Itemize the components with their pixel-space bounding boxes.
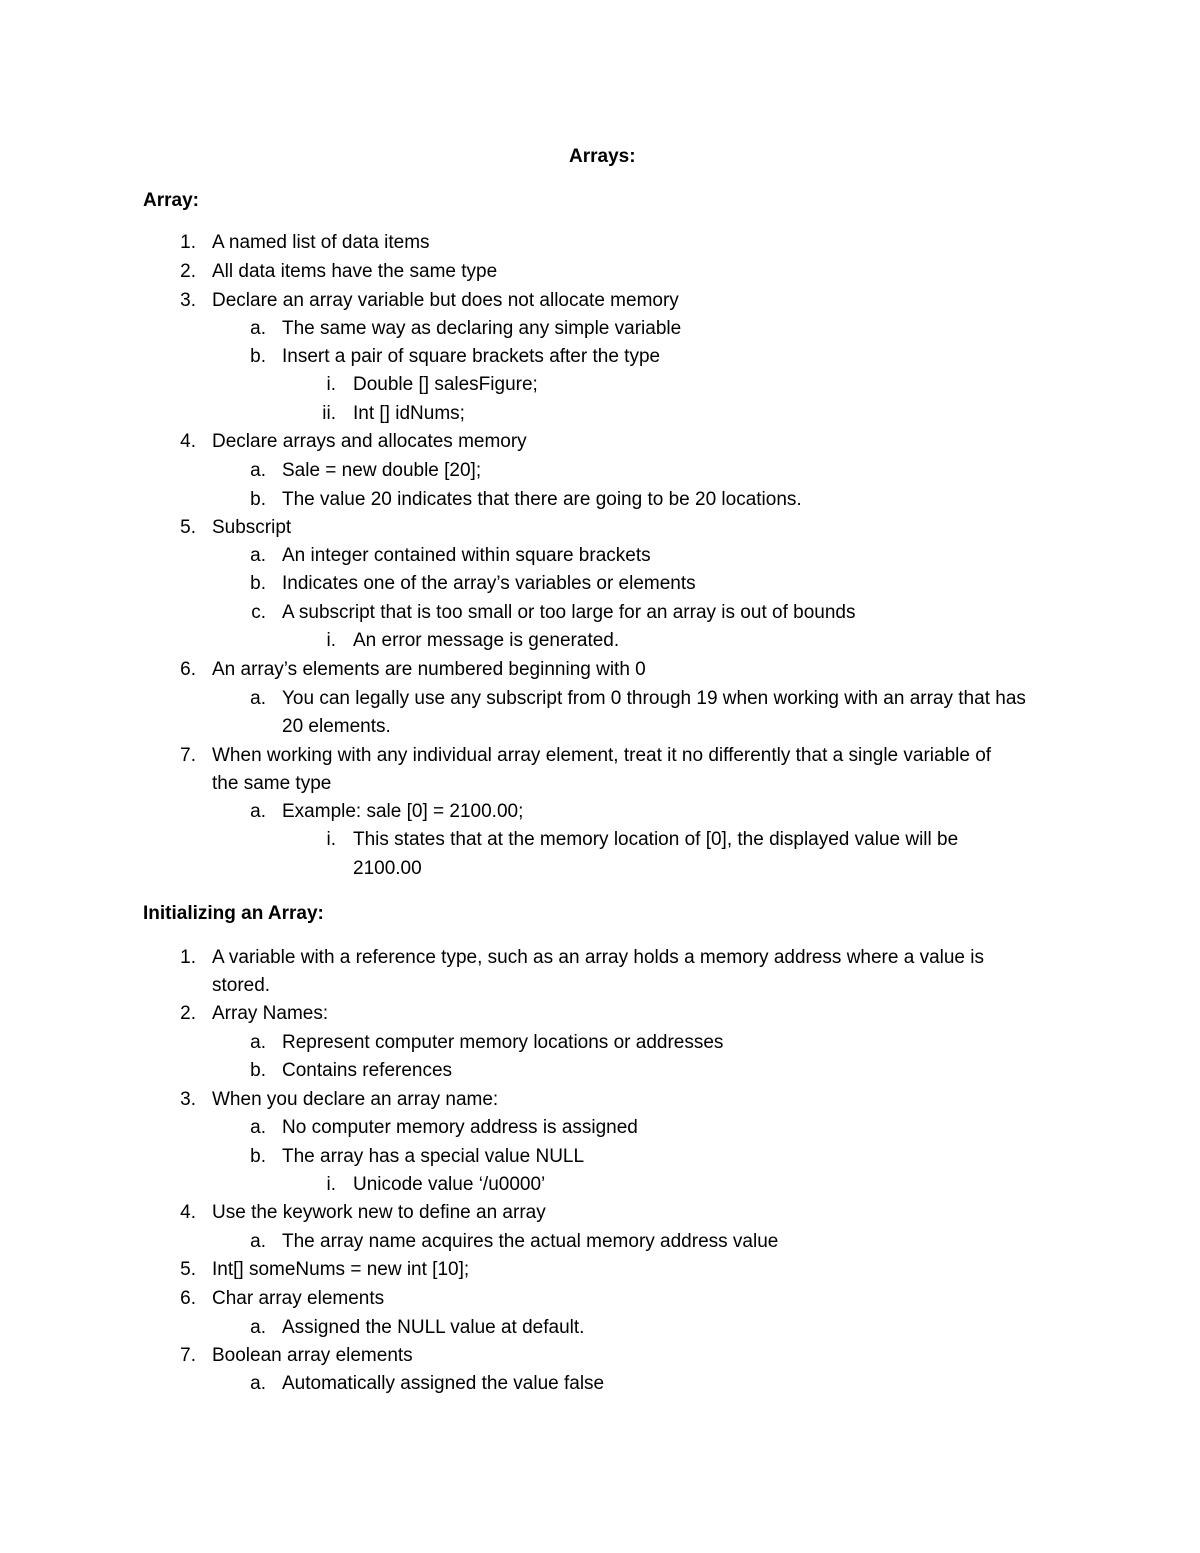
list-item: An error message is generated. [353, 630, 620, 651]
list-marker: a. [250, 1032, 266, 1053]
list-item-continuation: the same type [212, 773, 332, 794]
list-item: When you declare an array name: [212, 1089, 499, 1110]
list-marker: i. [326, 829, 336, 850]
list-item: When working with any individual array element, treat it no differently that a single variable of [212, 745, 992, 766]
list-marker: a. [250, 318, 266, 339]
list-marker: c. [251, 602, 266, 623]
list-marker: a. [250, 1117, 266, 1138]
list-item: Contains references [282, 1060, 453, 1081]
list-item-continuation: 20 elements. [282, 716, 391, 737]
page-title: Arrays: [569, 146, 636, 167]
list-item: Array Names: [212, 1003, 329, 1024]
list-marker: 5. [180, 517, 196, 538]
list-item: Int [] idNums; [353, 403, 465, 424]
list-item: Use the keywork new to define an array [212, 1202, 546, 1223]
section-heading-initializing: Initializing an Array: [143, 903, 324, 924]
list-item: You can legally use any subscript from 0 through 19 when working with an array that has [282, 688, 1026, 709]
list-marker: 2. [180, 261, 196, 282]
list-marker: a. [250, 688, 266, 709]
list-item: Boolean array elements [212, 1345, 413, 1366]
list-marker: ii. [322, 403, 336, 424]
list-item: An array’s elements are numbered beginning with 0 [212, 659, 646, 680]
list-item: No computer memory address is assigned [282, 1117, 638, 1138]
list-marker: 7. [180, 1345, 196, 1366]
list-marker: 6. [180, 659, 196, 680]
list-item-continuation: stored. [212, 975, 271, 996]
list-item: A subscript that is too small or too large for an array is out of bounds [282, 602, 856, 623]
list-item: Assigned the NULL value at default. [282, 1317, 585, 1338]
list-marker: b. [250, 1146, 266, 1167]
list-marker: b. [250, 489, 266, 510]
list-item: This states that at the memory location of [0], the displayed value will be [353, 829, 959, 850]
list-item: Double [] salesFigure; [353, 374, 538, 395]
list-marker: 3. [180, 1089, 196, 1110]
list-item: Declare arrays and allocates memory [212, 431, 527, 452]
list-item: The same way as declaring any simple variable [282, 318, 682, 339]
list-item: Subscript [212, 517, 292, 538]
list-item: Unicode value ‘/u0000’ [353, 1174, 546, 1195]
list-marker: b. [250, 1060, 266, 1081]
list-marker: a. [250, 1231, 266, 1252]
list-item: Char array elements [212, 1288, 385, 1309]
list-marker: 7. [180, 745, 196, 766]
list-marker: 4. [180, 431, 196, 452]
list-item: A variable with a reference type, such as an array holds a memory address where a value is [212, 947, 984, 968]
list-marker: 5. [180, 1259, 196, 1280]
list-marker: 4. [180, 1202, 196, 1223]
list-item: Insert a pair of square brackets after the type [282, 346, 661, 367]
list-item: Sale = new double [20]; [282, 460, 482, 481]
section-heading-array: Array: [143, 190, 199, 211]
list-item: A named list of data items [212, 232, 430, 253]
list-marker: 1. [180, 947, 196, 968]
list-item: The value 20 indicates that there are going to be 20 locations. [282, 489, 802, 510]
list-item: Example: sale [0] = 2100.00; [282, 801, 524, 822]
list-item: An integer contained within square brackets [282, 545, 651, 566]
list-marker: 1. [180, 232, 196, 253]
list-marker: i. [326, 630, 336, 651]
list-marker: a. [250, 545, 266, 566]
list-marker: 3. [180, 290, 196, 311]
list-item: Represent computer memory locations or addresses [282, 1032, 724, 1053]
list-item: All data items have the same type [212, 261, 498, 282]
list-marker: i. [326, 374, 336, 395]
list-marker: i. [326, 1174, 336, 1195]
list-item: Declare an array variable but does not allocate memory [212, 290, 679, 311]
list-marker: a. [250, 460, 266, 481]
list-marker: a. [250, 1317, 266, 1338]
list-item: Automatically assigned the value false [282, 1373, 605, 1394]
list-item: Int[] someNums = new int [10]; [212, 1259, 470, 1280]
list-marker: a. [250, 1373, 266, 1394]
list-marker: 6. [180, 1288, 196, 1309]
list-item: The array name acquires the actual memory address value [282, 1231, 779, 1252]
list-marker: b. [250, 573, 266, 594]
list-marker: b. [250, 346, 266, 367]
list-marker: 2. [180, 1003, 196, 1024]
list-marker: a. [250, 801, 266, 822]
list-item: The array has a special value NULL [282, 1146, 585, 1167]
list-item-continuation: 2100.00 [353, 858, 422, 879]
list-item: Indicates one of the array’s variables or elements [282, 573, 696, 594]
